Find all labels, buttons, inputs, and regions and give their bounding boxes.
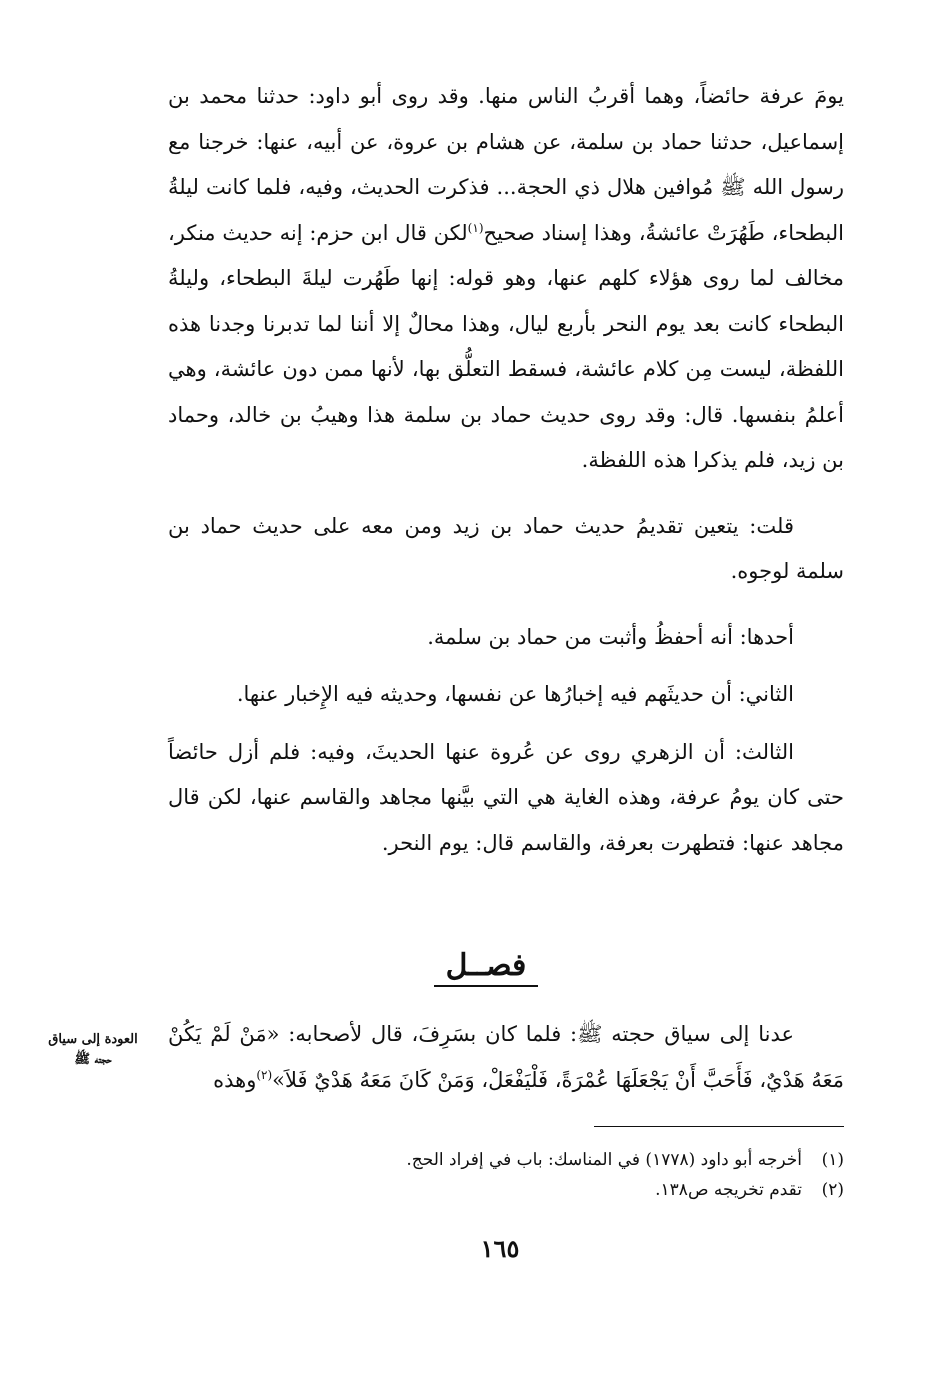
footnote-2 (168, 1175, 844, 1205)
paragraph-1-continuation: لكن قال ابن حزم: إنه حديث منكر، مخالف لما روى هؤلاء كلهم عنها، وهو قوله: إنها طَهُرت ليلةَ البطحاء، وليلةُ البطحاء كانت بعد يوم النحر بأربع ليال، وهذا محالٌ إلا أننا لما تدبرنا وجدنا هذه اللفظة، ليست مِن كلام عائشة، فسقط التعلُّق بها، لأنها ممن دون عائشة، وهي أعلمُ بنفسها. قال: وقد روى حديث حماد بن سلمة هذا وهيبُ بن خالد، وحماد بن زيد، فلم يذكرا هذه اللفظة. (168, 220, 844, 472)
paragraph-3: أحدها: أنه أحفظُ وأثبت من حماد بن سلمة. (427, 624, 794, 649)
footnote-1-text: أخرجه أبو داود (١٧٧٨) في المناسك: باب في إفراد الحج. (406, 1150, 802, 1170)
paragraph-1 (168, 74, 844, 484)
paragraph-5: الثالث: أن الزهري روى عن عُروة عنها الحديثَ، وفيه: فلم أزل حائضاً حتى كان يومُ عرفة، وهذه الغاية هي التي بيَّنها مجاهد والقاسم عنها، لكن قال مجاهد عنها: فتطهرت بعرفة، والقاسم قال: يوم النحر. (168, 739, 844, 855)
page-number: ١٦٥ (480, 1234, 520, 1263)
section-body (168, 1012, 844, 1103)
margin-note (38, 1030, 148, 1070)
footnote-ref-2: (٢) (256, 1067, 273, 1082)
footnotes (168, 1145, 844, 1205)
footnote-1-number: (١) (821, 1150, 844, 1170)
section-paragraph-continuation: وهذه (213, 1067, 257, 1092)
footnote-separator (594, 1126, 844, 1127)
footnote-2-number: (٢) (821, 1180, 844, 1200)
margin-note-line-1: العودة إلى سياق (48, 1032, 138, 1047)
margin-note-line-2: حجته ﷺ (74, 1052, 112, 1067)
paragraph-1-text: يومَ عرفة حائضاً، وهما أقربُ الناس منها. وقد روى أبو داود: حدثنا محمد بن إسماعيل، حدثنا حماد بن سلمة، عن هشام بن عروة، عن أبيه، عنها: خرجنا مع رسول الله ﷺ مُوافين هلال ذي الحجة... فذكرت الحديث، وفيه، فلما كانت ليلةُ البطحاء، طَهُرَتْ عائشةُ، وهذا إسناد صحيح (168, 84, 844, 245)
footnote-2-text: تقدم تخريجه ص١٣٨. (655, 1180, 802, 1200)
footnote-ref-1: (١) (467, 220, 484, 235)
section-heading (0, 948, 940, 987)
footnote-1 (168, 1145, 844, 1175)
section-paragraph (168, 1012, 844, 1103)
paragraph-2: قلت: يتعين تقديمُ حديث حماد بن زيد ومن معه على حديث حماد بن سلمة لوجوه. (168, 513, 844, 583)
paragraph-4: الثاني: أن حديثَهم فيه إخبارُها عن نفسها، وحديثه فيه الإِخبار عنها. (236, 682, 794, 706)
section-paragraph-text: عدنا إلى سياق حجته ﷺ: فلما كان بسَرِفَ، قال لأصحابه: «مَنْ لَمْ يَكُنْ مَعَهُ هَدْيٌ، فَأَحَبَّ أَنْ يَجْعَلَهَا عُمْرَةً، فَلْيَفْعَلْ، وَمَنْ كَانَ مَعَهُ هَدْيٌ فَلاَ» (168, 1022, 844, 1092)
section-heading-text: فصــل (434, 948, 539, 987)
main-text-column (168, 74, 844, 866)
